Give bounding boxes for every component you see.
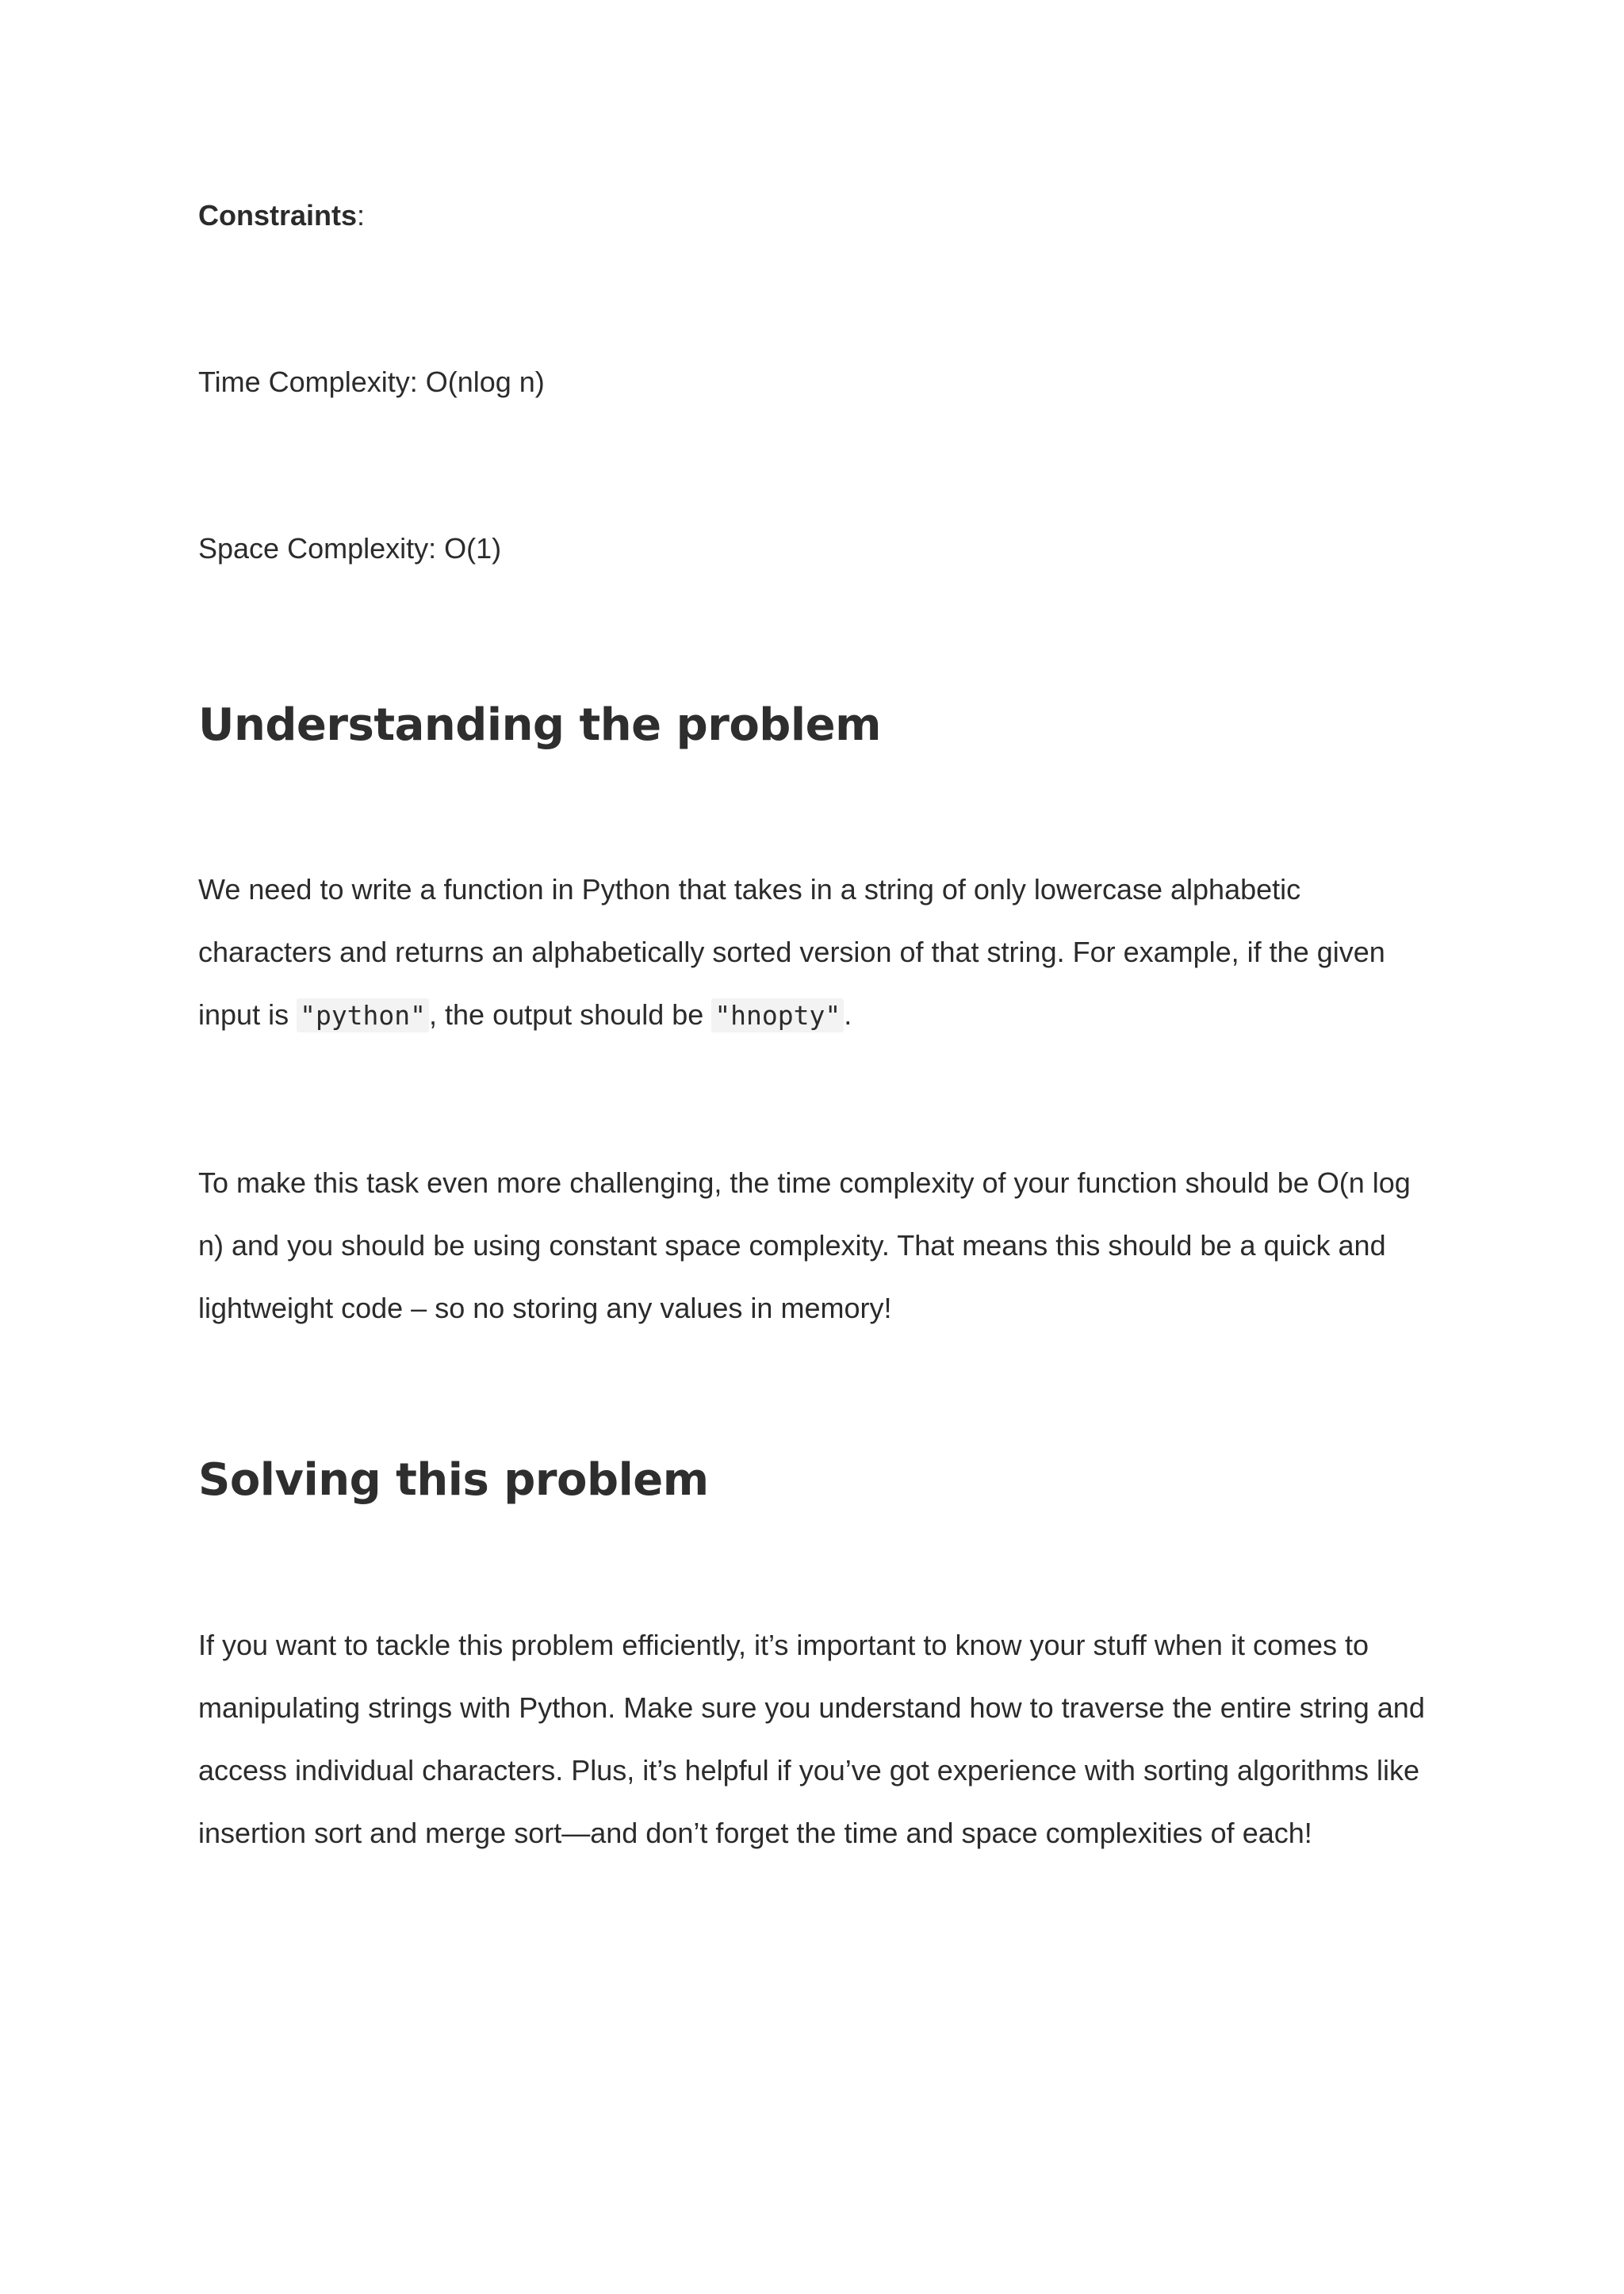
p1-text-after: . bbox=[844, 998, 852, 1031]
p1-text-between: , the output should be bbox=[429, 998, 712, 1031]
constraints-label-line bbox=[198, 184, 1435, 247]
understanding-p2-text: To make this task even more challenging, the time complexity of your function should be O(n log n) and you should be using constant space complexity. That means this should be a quick and lightweight code – so no storing any values in memory! bbox=[198, 1166, 1411, 1324]
constraints-block bbox=[198, 184, 1435, 247]
constraints-colon: : bbox=[357, 199, 366, 232]
time-complexity-text: Time Complexity: O(nlog n) bbox=[198, 366, 545, 398]
code-python: "python" bbox=[297, 998, 429, 1032]
p1-text-before: We need to write a function in Python that takes in a string of only lowercase alphabetic characters and returns an alphabetically sorted version of that string. For example, if the given input is bbox=[198, 873, 1385, 1031]
code-hnopty: "hnopty" bbox=[711, 998, 844, 1032]
space-complexity-block bbox=[198, 517, 1435, 580]
solving-p1-text: If you want to tackle this problem efficiently, it’s important to know your stuff when it comes to manipulating strings with Python. Make sure you understand how to traverse the entire string and access individual characters. Plus, it’s helpful if you’ve got experience with sorting algorithms like insertion sort and merge sort—and don’t forget the time and space complexities of each! bbox=[198, 1629, 1425, 1849]
understanding-paragraph-2 bbox=[198, 1151, 1435, 1339]
constraints-label: Constraints bbox=[198, 199, 358, 232]
solving-heading-block bbox=[198, 1453, 1435, 1508]
solving-paragraph-1 bbox=[198, 1614, 1435, 1864]
solving-heading: Solving this problem bbox=[198, 1454, 709, 1506]
understanding-heading-block bbox=[198, 698, 1435, 753]
space-complexity-text: Space Complexity: O(1) bbox=[198, 532, 502, 565]
time-complexity-block bbox=[198, 350, 1435, 413]
understanding-heading: Understanding the problem bbox=[198, 699, 881, 751]
understanding-paragraph-1 bbox=[198, 858, 1435, 1047]
understanding-p1-text bbox=[198, 858, 1435, 1047]
